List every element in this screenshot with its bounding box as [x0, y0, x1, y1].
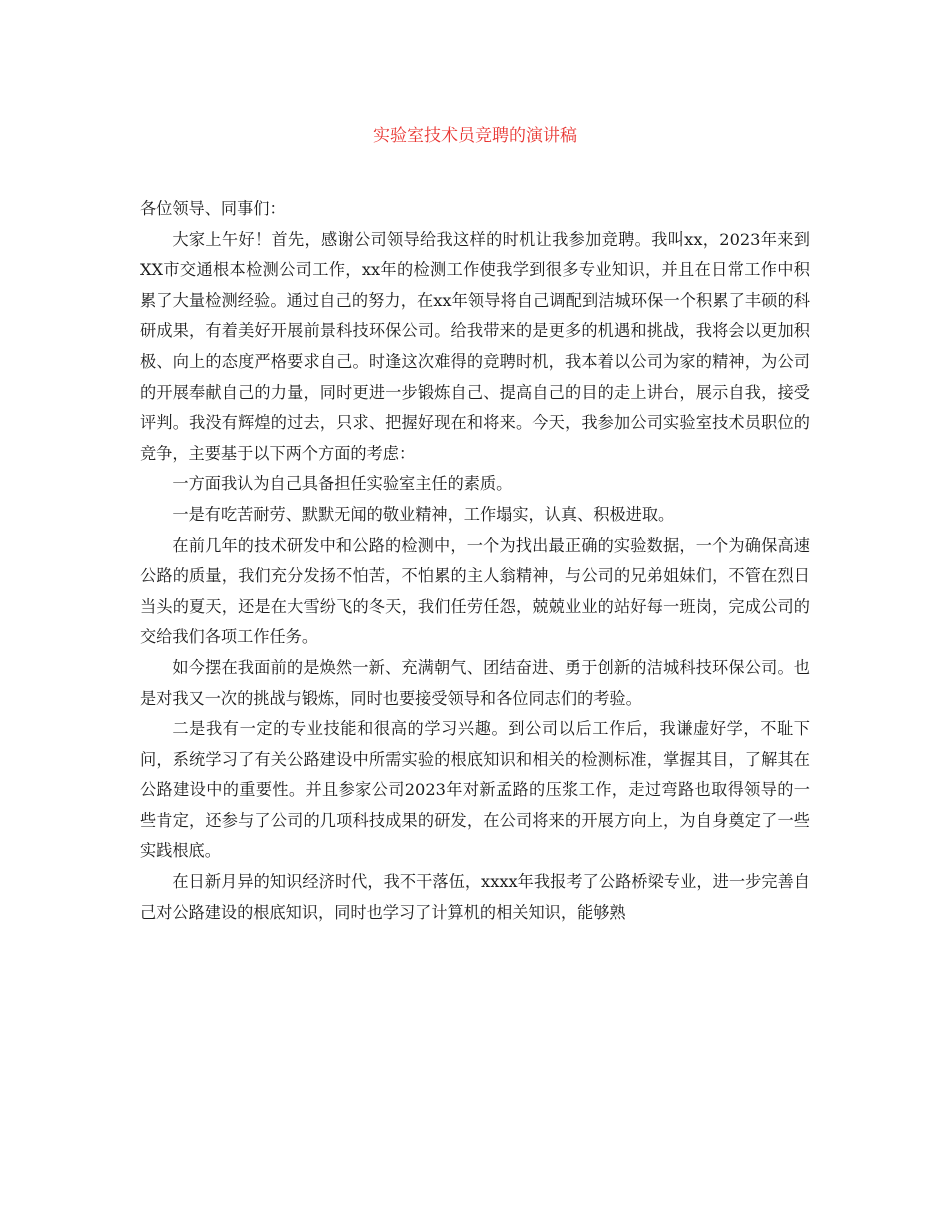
paragraph-point-one: 一是有吃苦耐劳、默默无闻的敬业精神，工作塌实，认真、积极进取。 — [172, 504, 675, 524]
document-body — [140, 194, 810, 928]
document-title: 实验室技术员竞聘的演讲稿 — [373, 126, 577, 146]
paragraph-research-work: 在前几年的技术研发中和公路的检测中，一个为找出最正确的实验数据，一个为确保高速公路的质量，我们充分发扬不怕苦，不怕累的主人翁精神，与公司的兄弟姐妹们，不管在烈日当头的夏天，还是在大雪纷飞的冬天，我们任劳任怨，兢兢业业的站好每一班岗，完成公司的交给我们各项工作任务。 — [140, 535, 810, 647]
paragraph-new-company: 如今摆在我面前的是焕然一新、充满朝气、团结奋进、勇于创新的洁城科技环保公司。也是对我又一次的挑战与锻炼，同时也要接受领导和各位同志们的考验。 — [140, 657, 810, 708]
paragraph-knowledge-economy: 在日新月异的知识经济时代，我不干落伍，xxxx年我报考了公路桥梁专业，进一步完善自己对公路建设的根底知识，同时也学习了计算机的相关知识，能够熟 — [140, 872, 810, 922]
paragraph-first-aspect: 一方面我认为自己具备担任实验室主任的素质。 — [172, 474, 513, 494]
paragraph-point-two: 二是我有一定的专业技能和很高的学习兴趣。到公司以后工作后，我谦虚好学，不耻下问，系统学习了有关公路建设中所需实验的根底知识和相关的检测标准，掌握其目，了解其在公路建设中的重要性。并且参家公司2023年对新孟路的压浆工作，走过弯路也取得领导的一些肯定，还参与了公司的几项科技成果的研发，在公司将来的开展方向上，为自身奠定了一些实践根底。 — [140, 719, 810, 861]
salutation: 各位领导、同事们： — [140, 199, 286, 218]
paragraph-introduction: 大家上午好！首先，感谢公司领导给我这样的时机让我参加竞聘。我叫xx，2023年来到XX市交通根本检测公司工作，xx年的检测工作使我学到很多专业知识，并且在日常工作中积累了大量检测经验。通过自己的努力，在xx年领导将自己调配到洁城环保一个积累了丰硕的科研成果，有着美好开展前景科技环保公司。给我带来的是更多的机遇和挑战，我将会以更加积极、向上的态度严格要求自己。时逢这次难得的竞聘时机，我本着以公司为家的精神，为公司的开展奉献自己的力量，同时更进一步锻炼自己、提高自己的目的走上讲台，展示自我，接受评判。我没有辉煌的过去，只求、把握好现在和将来。今天，我参加公司实验室技术员职位的竞争，主要基于以下两个方面的考虑： — [140, 229, 810, 463]
